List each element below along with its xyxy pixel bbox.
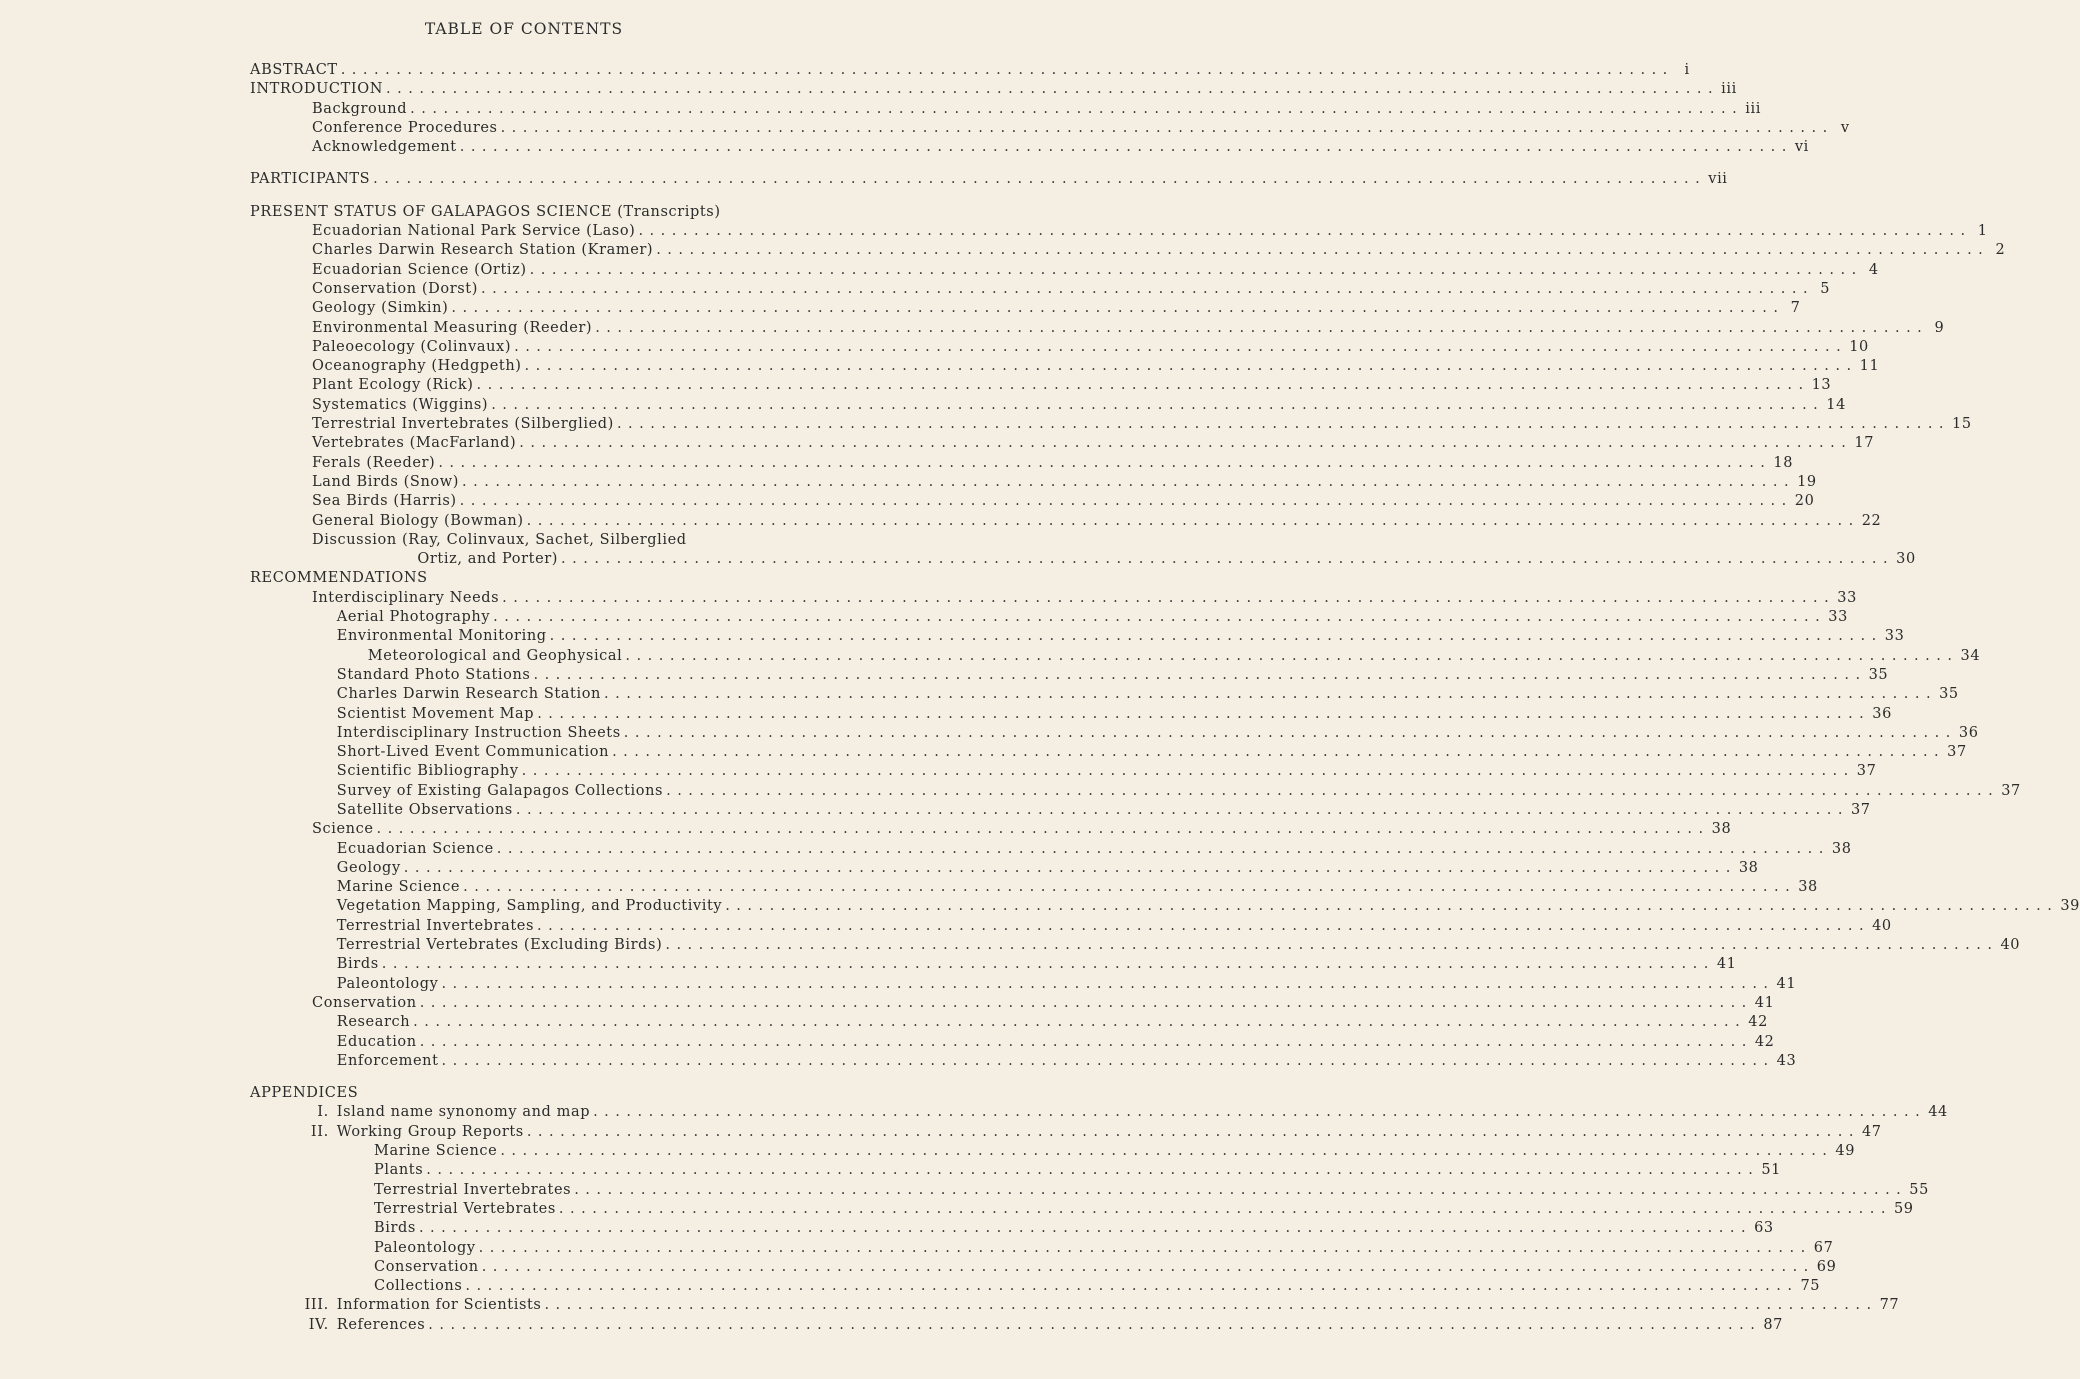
toc-entry-page: 22 <box>1861 512 1882 529</box>
toc-entry[interactable] <box>0 512 1882 531</box>
toc-entry[interactable] <box>0 280 1831 299</box>
toc-entry-label: Research <box>337 1013 413 1032</box>
toc-entry-numeral: II. <box>310 1123 329 1140</box>
toc-entry-page: 41 <box>1776 975 1797 992</box>
toc-entry-label: Standard Photo Stations <box>337 666 534 685</box>
toc-entry-label: Ecuadorian Science <box>337 840 497 859</box>
toc-leader-dots: ........................................................................................................................ <box>462 473 1796 490</box>
toc-entry-page: 42 <box>1748 1014 1768 1031</box>
toc-entry-page: 30 <box>1896 551 1916 568</box>
toc-entry-label: INTRODUCTION <box>250 80 386 99</box>
toc-entry[interactable] <box>0 743 1967 762</box>
toc-entry[interactable] <box>0 1103 1948 1122</box>
toc-leader-dots: ........................................................................................................................ <box>533 666 1867 683</box>
toc-entry-page: 2 <box>1995 242 2006 259</box>
toc-entry-label: Birds <box>374 1219 419 1238</box>
section-gap <box>0 190 1048 203</box>
toc-entry[interactable] <box>0 608 1848 627</box>
toc-leader-dots: ........................................................................................................................ <box>426 1162 1760 1179</box>
toc-entry[interactable] <box>0 434 1875 453</box>
toc-entry-label: Systematics (Wiggins) <box>312 396 491 415</box>
toc-entry[interactable] <box>0 627 1905 646</box>
toc-entry-page: 49 <box>1835 1143 1856 1160</box>
toc-entry[interactable] <box>0 454 1794 473</box>
toc-entry-page: 38 <box>1798 879 1818 896</box>
toc-entry-label: Conservation <box>312 994 420 1013</box>
toc-entry-label: Terrestrial Vertebrates <box>374 1200 559 1219</box>
toc-entry[interactable] <box>0 1239 1834 1258</box>
toc-leader-dots: ........................................................................................................................ <box>413 1014 1747 1031</box>
toc-entry-page: 43 <box>1776 1052 1797 1069</box>
toc-entry-page: 34 <box>1960 647 1981 664</box>
toc-entry-label: Information for Scientists <box>337 1296 545 1315</box>
toc-entry-page: 33 <box>1837 589 1857 606</box>
toc-entry-label: Paleoecology (Colinvaux) <box>312 338 514 357</box>
toc-entry[interactable] <box>0 119 1850 138</box>
toc-leader-dots: ........................................................................................................................ <box>529 261 1863 278</box>
toc-leader-dots: ........................................................................................................................ <box>524 358 1858 375</box>
toc-leader-dots: ........................................................................................................................ <box>574 1181 1908 1198</box>
toc-entry[interactable] <box>0 138 1809 157</box>
toc-entry-label: PRESENT STATUS OF GALAPAGOS SCIENCE (Transcripts) <box>250 203 724 222</box>
toc-entry-page: 55 <box>1909 1181 1929 1198</box>
toc-entry-label: Scientific Bibliography <box>337 762 522 781</box>
toc-entry-page: 5 <box>1820 280 1831 297</box>
toc-leader-dots: ........................................................................................................................ <box>536 917 1871 934</box>
toc-entry-label: Terrestrial Invertebrates (Silberglied) <box>312 415 617 434</box>
toc-entry[interactable] <box>0 589 1857 608</box>
toc-leader-dots: ........................................................................................................................ <box>561 551 1895 568</box>
toc-entry-label: Oceanography (Hedgpeth) <box>312 357 525 376</box>
toc-entry-label: Island name synonomy and map <box>337 1103 593 1122</box>
toc-leader-dots: ........................................................................................................................ <box>496 840 1830 857</box>
toc-leader-dots: ........................................................................................................................ <box>502 589 1836 606</box>
toc-entry[interactable] <box>0 241 2006 260</box>
toc-entry[interactable] <box>0 357 1880 376</box>
toc-leader-dots: ........................................................................................................................ <box>465 1278 1799 1295</box>
toc-leader-dots: ........................................................................................................................ <box>623 724 1957 741</box>
toc-entry-label: Geology <box>337 859 404 878</box>
toc-entry-label: Paleontology <box>337 975 442 994</box>
toc-leader-dots: ........................................................................................................................ <box>463 879 1797 896</box>
toc-entry-page <box>361 1084 377 1103</box>
toc-leader-dots: ........................................................................................................................ <box>515 801 1849 818</box>
toc-entry[interactable] <box>0 666 1889 685</box>
toc-entry-label: Background <box>312 100 410 119</box>
toc-leader-dots: ........................................................................................................................ <box>481 1258 1815 1275</box>
toc-leader-dots: ........................................................................................................................ <box>451 300 1785 317</box>
toc-entry[interactable] <box>0 376 1832 395</box>
toc-entry-page: 18 <box>1773 454 1794 471</box>
toc-entry[interactable] <box>0 647 1981 666</box>
toc-entry[interactable] <box>0 975 1797 994</box>
toc-leader-dots: ........................................................................................................................ <box>381 956 1715 973</box>
toc-leader-dots: ........................................................................................................................ <box>526 1123 1860 1140</box>
toc-entry-page: i <box>1684 62 1690 78</box>
toc-leader-dots: ........................................................................................................................ <box>428 1316 1762 1333</box>
toc-entry[interactable] <box>0 1200 1914 1219</box>
toc-entry-label: Terrestrial Invertebrates <box>337 917 537 936</box>
toc-entry[interactable] <box>0 936 2021 955</box>
toc-leader-dots: ........................................................................................................................ <box>537 705 1871 722</box>
toc-entry-label: Environmental Monitoring <box>337 627 550 646</box>
toc-leader-dots: ........................................................................................................................ <box>459 139 1793 156</box>
toc-leader-dots: ........................................................................................................................ <box>549 628 1883 645</box>
section-gap <box>0 157 1048 170</box>
toc-entry[interactable] <box>0 840 1852 859</box>
toc-entry-label: Charles Darwin Research Station (Kramer) <box>312 241 656 260</box>
toc-entry[interactable] <box>0 859 1759 878</box>
toc-leader-dots: ........................................................................................................................ <box>558 1200 1892 1217</box>
section-gap <box>0 1071 1048 1084</box>
toc-entry-label: General Biology (Bowman) <box>312 512 527 531</box>
toc-entry-page: 13 <box>1811 377 1832 394</box>
toc-entry-label: Survey of Existing Galapagos Collections <box>337 782 666 801</box>
toc-entry-label: Working Group Reports <box>337 1123 527 1142</box>
toc-entry-label: Collections <box>374 1277 465 1296</box>
toc-entry-label: Ferals (Reeder) <box>312 454 438 473</box>
toc-leader-dots: ........................................................................................................................ <box>441 975 1775 992</box>
toc-entry-page: vii <box>1708 171 1728 188</box>
toc-entry-page: 44 <box>1928 1104 1948 1121</box>
table-of-contents <box>0 61 2080 1335</box>
toc-leader-dots: ........................................................................................................................ <box>593 1104 1927 1121</box>
toc-entry-page: 38 <box>1831 840 1852 857</box>
toc-entry-page <box>431 569 447 588</box>
toc-entry[interactable] <box>0 203 795 222</box>
toc-entry-label: Satellite Observations <box>337 801 516 820</box>
toc-entry[interactable] <box>0 550 1916 569</box>
toc-entry-page: 11 <box>1859 358 1880 375</box>
toc-leader-dots: ........................................................................................................................ <box>340 62 1674 78</box>
toc-entry-page: iii <box>1721 81 1737 98</box>
toc-leader-dots: ........................................................................................................................ <box>725 898 2059 915</box>
toc-entry[interactable] <box>0 222 1988 241</box>
toc-entry-numeral: I. <box>317 1104 329 1121</box>
toc-entry-page: vi <box>1794 139 1809 156</box>
toc-leader-dots: ........................................................................................................................ <box>441 1052 1775 1069</box>
toc-entry-label: Plants <box>374 1161 426 1180</box>
toc-entry-label: Plant Ecology (Rick) <box>312 376 476 395</box>
toc-leader-dots: ........................................................................................................................ <box>493 609 1827 626</box>
toc-leader-dots: ........................................................................................................................ <box>459 493 1793 510</box>
toc-leader-dots: ........................................................................................................................ <box>526 512 1860 529</box>
toc-entry-page: 19 <box>1797 473 1817 490</box>
toc-leader-dots: ........................................................................................................................ <box>419 1033 1753 1050</box>
toc-entry-label: Terrestrial Vertebrates (Excluding Birds) <box>337 936 666 955</box>
toc-entry-label: Sea Birds (Harris) <box>312 492 460 511</box>
toc-entry[interactable] <box>0 685 1959 704</box>
toc-leader-dots: ........................................................................................................................ <box>476 377 1810 394</box>
toc-entry[interactable] <box>0 917 1892 936</box>
toc-entry-page: 69 <box>1816 1258 1837 1275</box>
toc-entry-label: Ecuadorian Science (Ortiz) <box>312 261 530 280</box>
toc-entry-page: 33 <box>1828 609 1848 626</box>
toc-entry-label: Birds <box>337 955 382 974</box>
toc-leader-dots: ........................................................................................................................ <box>500 1143 1834 1160</box>
toc-entry[interactable] <box>0 1033 1775 1052</box>
toc-entry-page: 38 <box>1711 821 1732 838</box>
toc-entry-label: APPENDICES <box>250 1084 361 1103</box>
toc-leader-dots: ........................................................................................................................ <box>491 396 1825 413</box>
toc-leader-dots: ........................................................................................................................ <box>595 319 1929 336</box>
toc-entry-page: 33 <box>1884 628 1905 645</box>
toc-entry[interactable] <box>0 878 1818 897</box>
toc-entry[interactable] <box>0 492 1815 511</box>
toc-entry-label: Land Birds (Snow) <box>312 473 462 492</box>
toc-entry-label: Aerial Photography <box>337 608 493 627</box>
toc-entry-page: iii <box>1745 100 1761 117</box>
toc-entry-page <box>724 203 740 222</box>
toc-entry-page: 40 <box>2000 937 2021 954</box>
toc-leader-dots: ........................................................................................................................ <box>403 859 1737 876</box>
toc-entry-label: Geology (Simkin) <box>312 299 451 318</box>
toc-entry-label: Conservation (Dorst) <box>312 280 481 299</box>
toc-entry[interactable] <box>0 1296 1900 1315</box>
toc-leader-dots: ........................................................................................................................ <box>544 1297 1878 1314</box>
toc-entry-label: Vertebrates (MacFarland) <box>312 434 519 453</box>
toc-entry[interactable] <box>0 61 1690 80</box>
toc-entry-label: Discussion (Ray, Colinvaux, Sachet, Silberglied <box>312 531 690 550</box>
page-title: TABLE OF CONTENTS <box>424 20 624 38</box>
toc-entry-page: 75 <box>1800 1278 1821 1295</box>
toc-entry-numeral: IV. <box>308 1316 329 1333</box>
toc-entry-page: 63 <box>1754 1220 1774 1237</box>
toc-entry-label: Short-Lived Event Communication <box>337 743 612 762</box>
toc-entry-page: 37 <box>1856 763 1877 780</box>
toc-entry[interactable] <box>0 994 1775 1013</box>
toc-entry[interactable] <box>0 396 1846 415</box>
toc-entry-page: 40 <box>1872 917 1892 934</box>
toc-entry-page: 87 <box>1763 1316 1784 1333</box>
toc-entry[interactable] <box>0 705 1892 724</box>
toc-entry[interactable] <box>0 724 1979 743</box>
toc-entry-label: Interdisciplinary Instruction Sheets <box>337 724 624 743</box>
toc-leader-dots: ........................................................................................................................ <box>521 763 1855 780</box>
toc-leader-dots: ........................................................................................................................ <box>666 782 2000 799</box>
toc-entry[interactable] <box>0 1084 795 1103</box>
toc-entry[interactable] <box>0 1277 1821 1296</box>
toc-entry-page: 15 <box>1952 416 1972 433</box>
toc-entry-page: 37 <box>1947 744 1967 761</box>
toc-entry-label: Paleontology <box>374 1239 479 1258</box>
toc-entry[interactable] <box>0 897 2080 916</box>
toc-entry[interactable] <box>0 1052 1797 1071</box>
toc-entry[interactable] <box>0 762 1877 781</box>
toc-leader-dots: ........................................................................................................................ <box>438 454 1772 471</box>
toc-leader-dots: ........................................................................................................................ <box>612 744 1946 761</box>
toc-entry[interactable] <box>0 782 2021 801</box>
toc-entry-label: Environmental Measuring (Reeder) <box>312 319 595 338</box>
toc-entry-page: 1 <box>1977 223 1988 240</box>
toc-entry[interactable] <box>0 1316 1784 1335</box>
toc-entry[interactable] <box>0 261 1879 280</box>
toc-entry-label: ABSTRACT <box>250 61 341 80</box>
toc-leader-dots: ........................................................................................................................ <box>410 100 1744 117</box>
toc-entry-page: 51 <box>1761 1162 1782 1179</box>
toc-leader-dots: ........................................................................................................................ <box>519 435 1853 452</box>
toc-entry-label: Meteorological and Geophysical <box>368 647 626 666</box>
toc-entry-page: 47 <box>1861 1123 1882 1140</box>
toc-entry-label: Conservation <box>374 1258 482 1277</box>
toc-leader-dots: ........................................................................................................................ <box>616 416 1951 433</box>
toc-entry[interactable] <box>0 1219 1774 1238</box>
toc-entry-label: Ecuadorian National Park Service (Laso) <box>312 222 638 241</box>
toc-leader-dots: ........................................................................................................................ <box>480 280 1815 297</box>
toc-leader-dots: ........................................................................................................................ <box>603 686 1938 703</box>
toc-leader-dots: ........................................................................................................................ <box>665 937 1999 954</box>
toc-entry[interactable] <box>0 1161 1782 1180</box>
toc-entry-label: Marine Science <box>374 1142 500 1161</box>
toc-entry-page: 38 <box>1738 859 1759 876</box>
toc-leader-dots: ........................................................................................................................ <box>418 1220 1753 1237</box>
toc-leader-dots: ........................................................................................................................ <box>638 223 1972 240</box>
toc-entry-label: Science <box>312 820 377 839</box>
toc-entry-label: Interdisciplinary Needs <box>312 589 502 608</box>
toc-entry-page: 77 <box>1879 1297 1900 1314</box>
toc-entry-page: 20 <box>1794 493 1815 510</box>
toc-entry[interactable] <box>0 1258 1837 1277</box>
toc-entry-page: 37 <box>1850 801 1871 818</box>
toc-leader-dots: ........................................................................................................................ <box>386 81 1720 98</box>
toc-entry[interactable] <box>0 100 1761 119</box>
toc-entry-page: 4 <box>1868 261 1879 278</box>
toc-entry-label: Scientist Movement Map <box>337 705 537 724</box>
toc-entry-label: Acknowledgement <box>312 138 460 157</box>
toc-entry-page: 42 <box>1754 1033 1775 1050</box>
toc-entry-page: 37 <box>2001 782 2021 799</box>
toc-entry-label: Education <box>337 1033 420 1052</box>
toc-entry[interactable] <box>0 473 1817 492</box>
toc-leader-dots: ........................................................................................................................ <box>373 171 1707 188</box>
toc-entry[interactable] <box>0 955 1737 974</box>
toc-entry[interactable] <box>0 1123 1882 1142</box>
toc-leader-dots: ........................................................................................................................ <box>656 242 1990 259</box>
toc-entry[interactable] <box>0 299 1801 318</box>
toc-entry-page: 35 <box>1939 686 1959 703</box>
toc-entry-label: Marine Science <box>337 878 463 897</box>
toc-leader-dots: ........................................................................................................................ <box>376 821 1710 838</box>
toc-entry-page: 17 <box>1854 435 1875 452</box>
toc-entry-label: Vegetation Mapping, Sampling, and Productivity <box>337 897 725 916</box>
toc-entry[interactable] <box>0 80 1737 99</box>
toc-entry-label: Terrestrial Invertebrates <box>374 1181 574 1200</box>
toc-entry-page: 39 <box>2060 898 2080 915</box>
toc-entry[interactable] <box>0 1181 1929 1200</box>
toc-entry-page: 14 <box>1826 396 1846 413</box>
toc-entry-page: 10 <box>1849 338 1869 355</box>
toc-entry-label: RECOMMENDATIONS <box>250 569 431 588</box>
toc-entry[interactable] <box>0 170 1728 189</box>
toc-entry[interactable] <box>0 338 1869 357</box>
toc-entry-page: 41 <box>1754 994 1775 1011</box>
toc-entry[interactable] <box>0 531 795 550</box>
toc-entry-page: 36 <box>1958 724 1979 741</box>
toc-leader-dots: ........................................................................................................................ <box>514 338 1848 355</box>
toc-entry-page: 9 <box>1934 319 1945 336</box>
toc-entry[interactable] <box>0 319 1945 338</box>
toc-entry[interactable] <box>0 1142 1856 1161</box>
toc-entry-page: 67 <box>1813 1239 1834 1256</box>
toc-leader-dots: ........................................................................................................................ <box>500 119 1834 136</box>
toc-entry-page: 35 <box>1868 666 1889 683</box>
toc-entry-label: References <box>337 1316 428 1335</box>
toc-entry-label: PARTICIPANTS <box>250 170 373 189</box>
toc-entry-label: Charles Darwin Research Station <box>337 685 604 704</box>
toc-entry-page <box>690 531 706 550</box>
toc-entry-label: Enforcement <box>337 1052 442 1071</box>
toc-entry-page: 59 <box>1893 1200 1914 1217</box>
toc-entry-page: v <box>1840 119 1850 136</box>
toc-entry[interactable] <box>0 820 1732 839</box>
toc-leader-dots: ........................................................................................................................ <box>419 994 1753 1011</box>
toc-entry[interactable] <box>0 569 795 588</box>
toc-leader-dots: ........................................................................................................................ <box>625 647 1959 664</box>
toc-entry-page: 36 <box>1872 705 1892 722</box>
toc-entry-label: Conference Procedures <box>312 119 501 138</box>
toc-entry[interactable] <box>0 801 1871 820</box>
toc-entry-numeral: III. <box>304 1297 329 1314</box>
toc-entry-label: Ortiz, and Porter) <box>417 550 561 569</box>
toc-entry-page: 41 <box>1716 956 1737 973</box>
toc-entry[interactable] <box>0 1013 1768 1032</box>
toc-leader-dots: ........................................................................................................................ <box>478 1239 1812 1256</box>
toc-entry-page: 7 <box>1790 300 1801 317</box>
toc-entry[interactable] <box>0 415 1972 434</box>
